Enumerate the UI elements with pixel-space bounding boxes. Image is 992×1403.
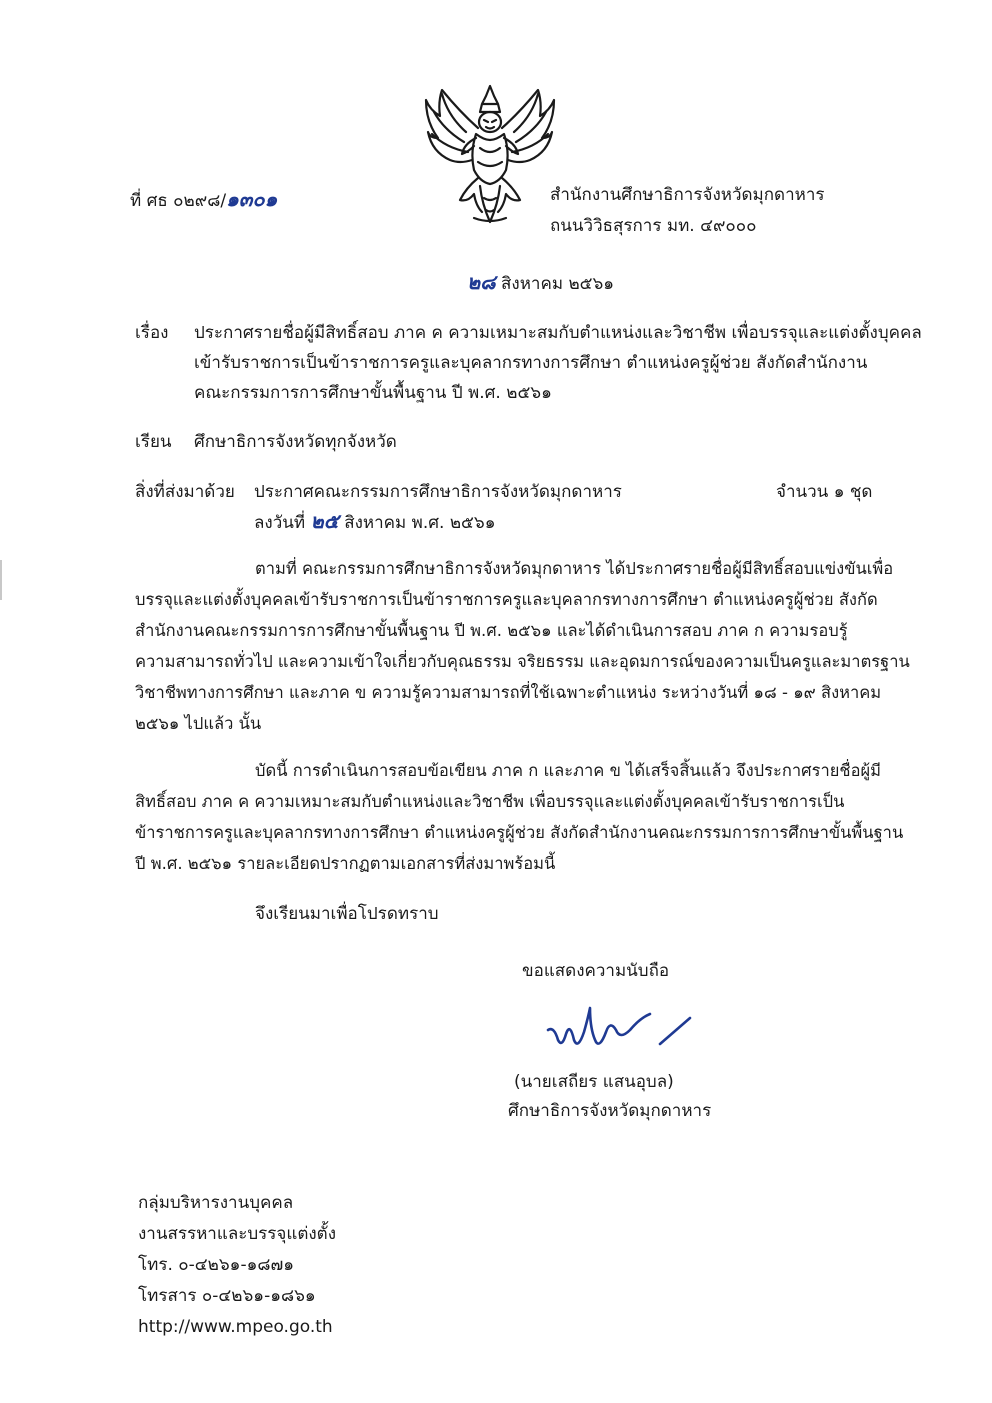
reference-number (130, 188, 277, 212)
enclosure-date-handwritten-day: ๒๕ (310, 509, 339, 533)
office-name: สำนักงานศึกษาธิการจังหวัดมุกดาหาร (550, 185, 825, 205)
body-paragraph-1 (135, 553, 910, 739)
enclosure-date-month-year: สิงหาคม พ.ศ. ๒๕๖๑ (344, 513, 496, 533)
letter-date-handwritten-day: ๒๘ (467, 270, 496, 294)
signatory-position: ศึกษาธิการจังหวัดมุกดาหาร (508, 1101, 712, 1121)
paragraph-1-line: วิชาชีพทางการศึกษา และภาค ข ความรู้ความสามารถที่ใช้เฉพาะตำแหน่ง ระหว่างวันที่ ๑๘ - ๑๙ สิงหาคม (135, 683, 882, 702)
handwritten-signature-icon (540, 1000, 700, 1060)
paragraph-1-line: ๒๕๖๑ ไปแล้ว นั้น (135, 714, 262, 733)
enclosure-date (254, 510, 496, 534)
paragraph-1-line: ความสามารถทั่วไป และความเข้าใจเกี่ยวกับคุณธรรม จริยธรรม และอุดมการณ์ของความเป็นครูและมาตรฐาน (135, 652, 910, 671)
footer-department: กลุ่มบริหารงานบุคคล (138, 1193, 294, 1213)
enclosure-quantity: จำนวน ๑ ชุด (776, 482, 873, 502)
paragraph-1-line: สำนักงานคณะกรรมการการศึกษาขั้นพื้นฐาน ปี พ.ศ. ๒๕๖๑ และได้ดำเนินการสอบ ภาค ก ความรอบรู้ (135, 621, 848, 640)
paragraph-2-line: สิทธิ์สอบ ภาค ค ความเหมาะสมกับตำแหน่งและวิชาชีพ เพื่อบรรจุและแต่งตั้งบุคคลเข้ารับราชการเป็น (135, 792, 845, 811)
subject-line-3: คณะกรรมการการศึกษาขั้นพื้นฐาน ปี พ.ศ. ๒๕๖๑ (194, 383, 552, 403)
reference-number-handwritten: ๑๓๐๑ (226, 187, 278, 211)
recipient-label: เรียน (135, 432, 172, 452)
scan-edge-mark (0, 560, 2, 600)
letter-date (467, 271, 614, 295)
garuda-emblem-icon (420, 82, 560, 227)
footer-website-link[interactable]: http://www.mpeo.go.th (138, 1317, 333, 1337)
footer-section: งานสรรหาและบรรจุแต่งตั้ง (138, 1224, 337, 1244)
subject-line-1: ประกาศรายชื่อผู้มีสิทธิ์สอบ ภาค ค ความเหมาะสมกับตำแหน่งและวิชาชีพ เพื่อบรรจุและแต่งตั้งบุคคล (194, 323, 922, 343)
paragraph-2-line: ข้าราชการครูและบุคลากรทางการศึกษา ตำแหน่งครูผู้ช่วย สังกัดสำนักงานคณะกรรมการการศึกษาขั้นพื้นฐาน (135, 823, 904, 842)
reference-number-prefix: ที่ ศธ ๐๒๙๘/ (130, 191, 227, 211)
body-paragraph-2 (135, 755, 904, 879)
footer-phone: โทร. ๐-๔๒๖๑-๑๘๗๑ (138, 1255, 295, 1275)
letter-date-month-year: สิงหาคม ๒๕๖๑ (501, 274, 615, 294)
enclosure-date-prefix: ลงวันที่ (254, 513, 306, 533)
paragraph-1-line: บรรจุและแต่งตั้งบุคคลเข้ารับราชการเป็นข้าราชการครูและบุคลากรทางการศึกษา ตำแหน่งครูผู้ช่วย สังกัด (135, 590, 878, 609)
paragraph-2-line: บัดนี้ การดำเนินการสอบข้อเขียน ภาค ก และภาค ข ได้เสร็จสิ้นแล้ว จึงประกาศรายชื่อผู้มี (255, 761, 882, 780)
subject-line-2: เข้ารับราชการเป็นข้าราชการครูและบุคลากรทางการศึกษา ตำแหน่งครูผู้ช่วย สังกัดสำนักงาน (194, 353, 868, 373)
paragraph-1-line: ตามที่ คณะกรรมการศึกษาธิการจังหวัดมุกดาหาร ได้ประกาศรายชื่อผู้มีสิทธิ์สอบแข่งขันเพื่อ (255, 559, 894, 578)
closing-request: จึงเรียนมาเพื่อโปรดทราบ (255, 904, 439, 924)
paragraph-2-line: ปี พ.ศ. ๒๕๖๑ รายละเอียดปรากฏตามเอกสารที่ส่งมาพร้อมนี้ (135, 854, 556, 873)
subject-label: เรื่อง (135, 323, 169, 343)
signatory-name: (นายเสถียร แสนอุบล) (514, 1072, 674, 1092)
office-address: ถนนวิวิธสุรการ มท. ๔๙๐๐๐ (550, 216, 757, 236)
enclosure-label: สิ่งที่ส่งมาด้วย (135, 482, 235, 502)
recipient-text: ศึกษาธิการจังหวัดทุกจังหวัด (194, 432, 397, 452)
enclosure-text: ประกาศคณะกรรมการศึกษาธิการจังหวัดมุกดาหาร (254, 482, 622, 502)
closing-regards: ขอแสดงความนับถือ (522, 961, 670, 981)
footer-fax: โทรสาร ๐-๔๒๖๑-๑๘๖๑ (138, 1286, 316, 1306)
